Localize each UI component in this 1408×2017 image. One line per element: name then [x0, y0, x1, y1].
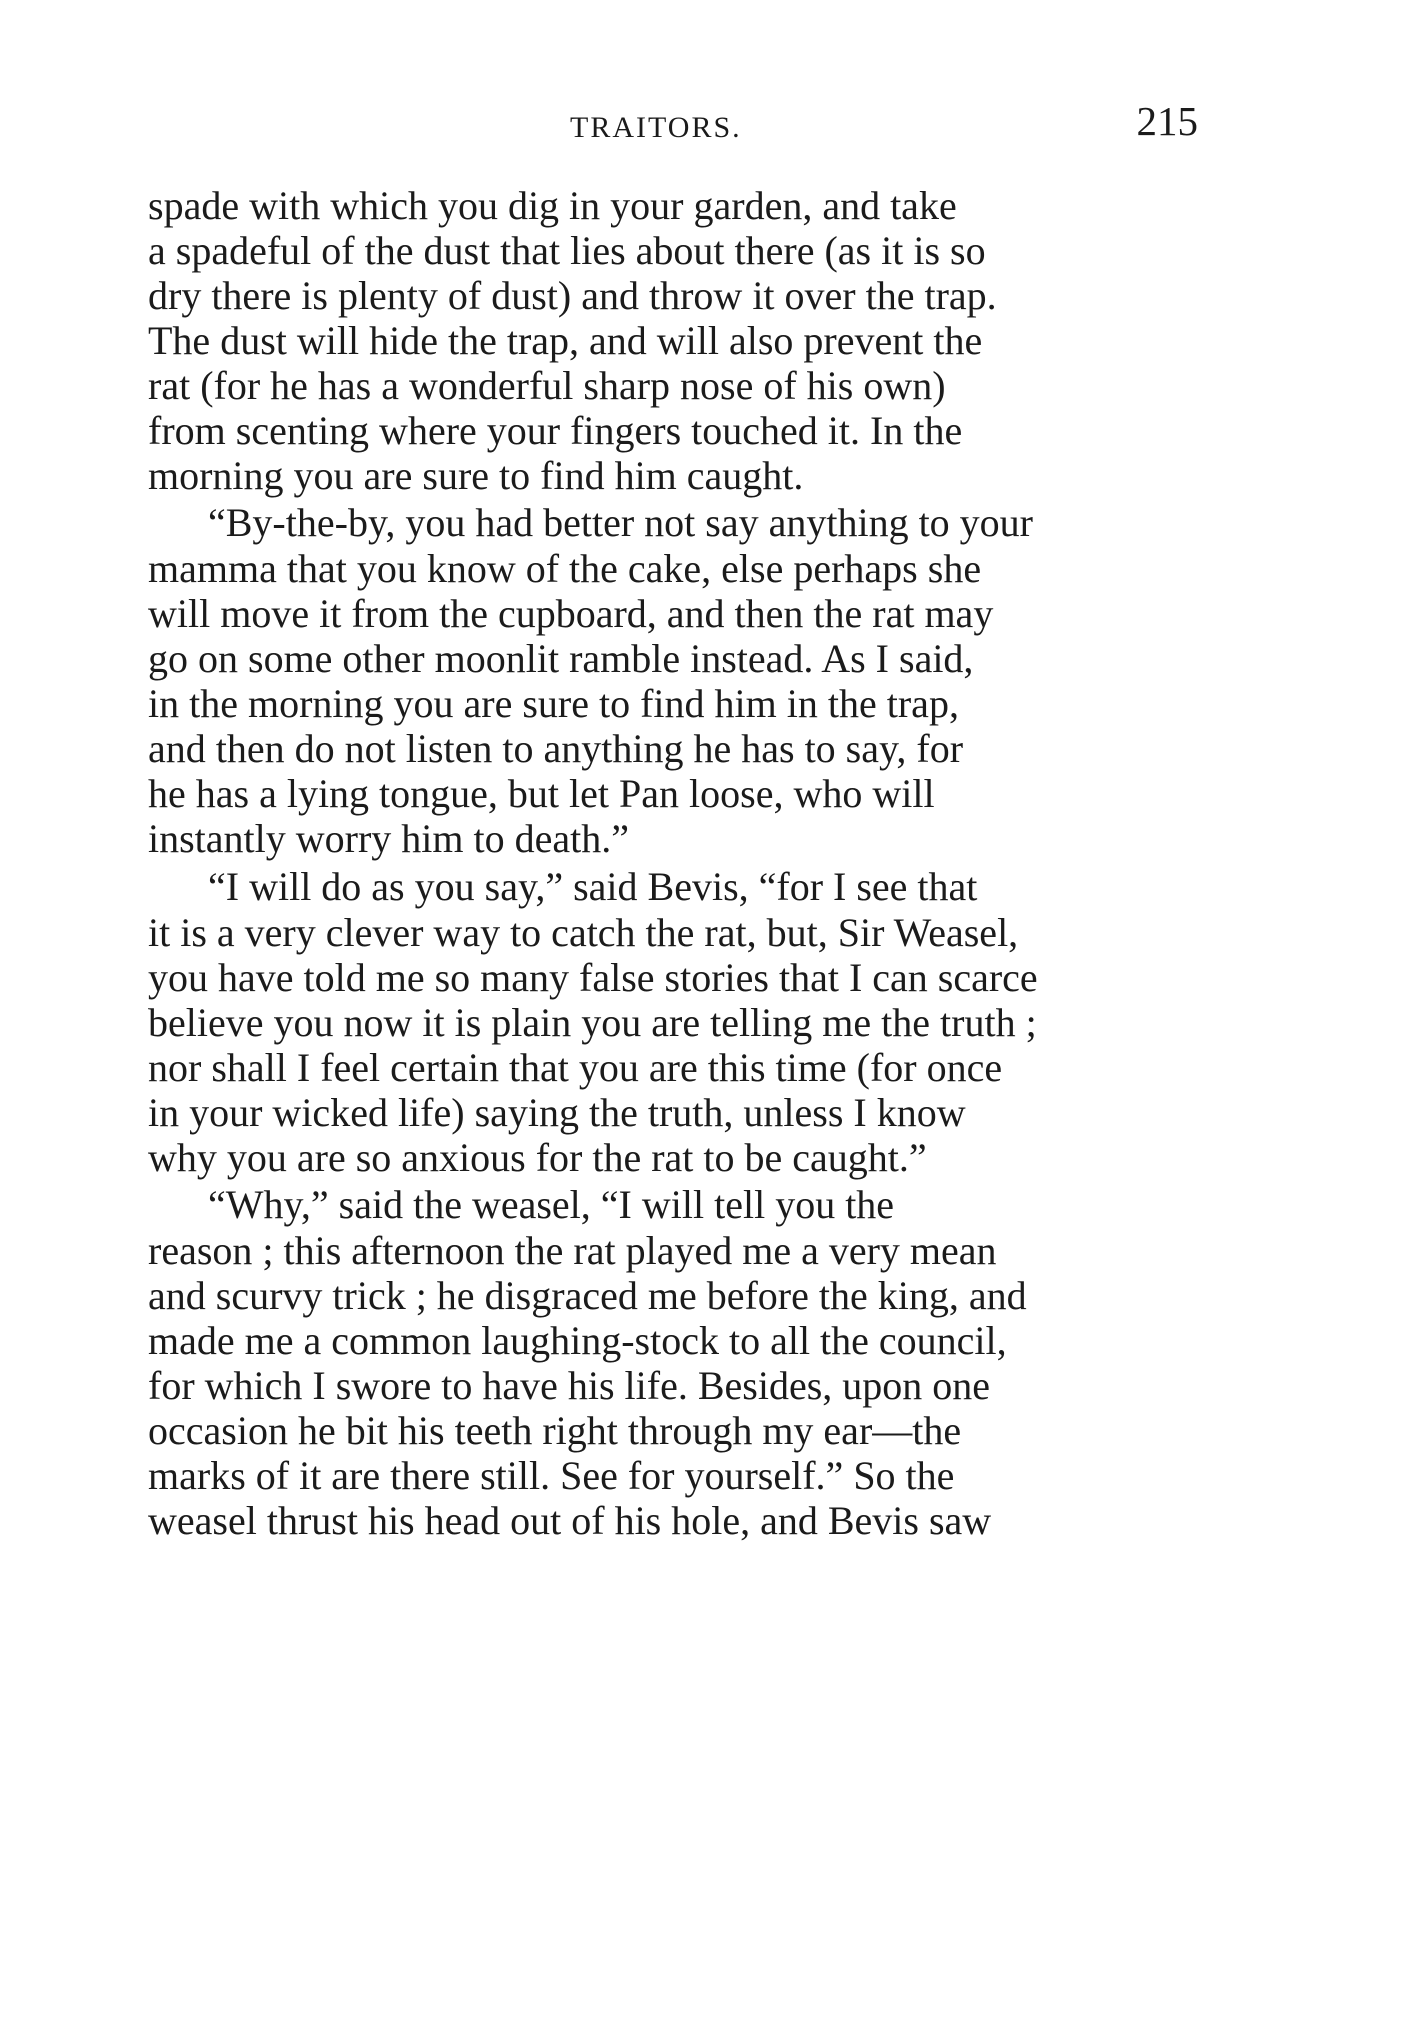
text-line: in your wicked life) saying the truth, unless I know — [148, 1090, 966, 1135]
running-header — [150, 95, 1198, 155]
text-line: why you are so anxious for the rat to be caught.” — [148, 1135, 927, 1180]
text-line: made me a common laughing-stock to all the council, — [148, 1318, 1007, 1363]
text-line: weasel thrust his head out of his hole, and Bevis saw — [148, 1498, 992, 1543]
text-line: instantly worry him to death.” — [148, 816, 630, 861]
text-line: go on some other moonlit ramble instead. As I said, — [148, 636, 974, 681]
text-line: and then do not listen to anything he has to say, for — [148, 726, 964, 771]
text-line: dry there is plenty of dust) and throw it over the trap. — [148, 273, 997, 318]
text-line: spade with which you dig in your garden, and take — [148, 183, 957, 228]
text-line: The dust will hide the trap, and will also prevent the — [148, 318, 983, 363]
text-line: and scurvy trick ; he disgraced me before the king, and — [148, 1273, 1027, 1318]
text-line: believe you now it is plain you are telling me the truth ; — [148, 1000, 1037, 1045]
text-line: a spadeful of the dust that lies about there (as it is so — [148, 228, 986, 273]
text-line: for which I swore to have his life. Besides, upon one — [148, 1363, 991, 1408]
page-number: 215 — [1136, 98, 1198, 144]
text-line: you have told me so many false stories that I can scarce — [148, 955, 1038, 1000]
text-line: from scenting where your fingers touched it. In the — [148, 408, 963, 453]
text-line: rat (for he has a wonderful sharp nose of his own) — [148, 363, 946, 408]
text-line: he has a lying tongue, but let Pan loose, who will — [148, 771, 935, 816]
text-line: in the morning you are sure to find him in the trap, — [148, 681, 959, 726]
paragraph-first-line: “By-the-by, you had better not say anything to your — [208, 500, 1033, 545]
text-line: it is a very clever way to catch the rat, but, Sir Weasel, — [148, 910, 1019, 955]
paragraph-first-line: “I will do as you say,” said Bevis, “for I see that — [208, 864, 978, 909]
page-text — [148, 180, 1196, 1860]
text-line: will move it from the cupboard, and then the rat may — [148, 591, 994, 636]
paragraph-first-line: “Why,” said the weasel, “I will tell you the — [208, 1182, 895, 1227]
chapter-title: TRAITORS. — [570, 111, 742, 144]
text-line: mamma that you know of the cake, else perhaps she — [148, 546, 982, 591]
text-line: reason ; this afternoon the rat played me a very mean — [148, 1228, 997, 1273]
text-line: marks of it are there still. See for yourself.” So the — [148, 1453, 955, 1498]
text-line: nor shall I feel certain that you are this time (for once — [148, 1045, 1003, 1090]
text-line: morning you are sure to find him caught. — [148, 453, 804, 498]
text-line: occasion he bit his teeth right through my ear—the — [148, 1408, 962, 1453]
